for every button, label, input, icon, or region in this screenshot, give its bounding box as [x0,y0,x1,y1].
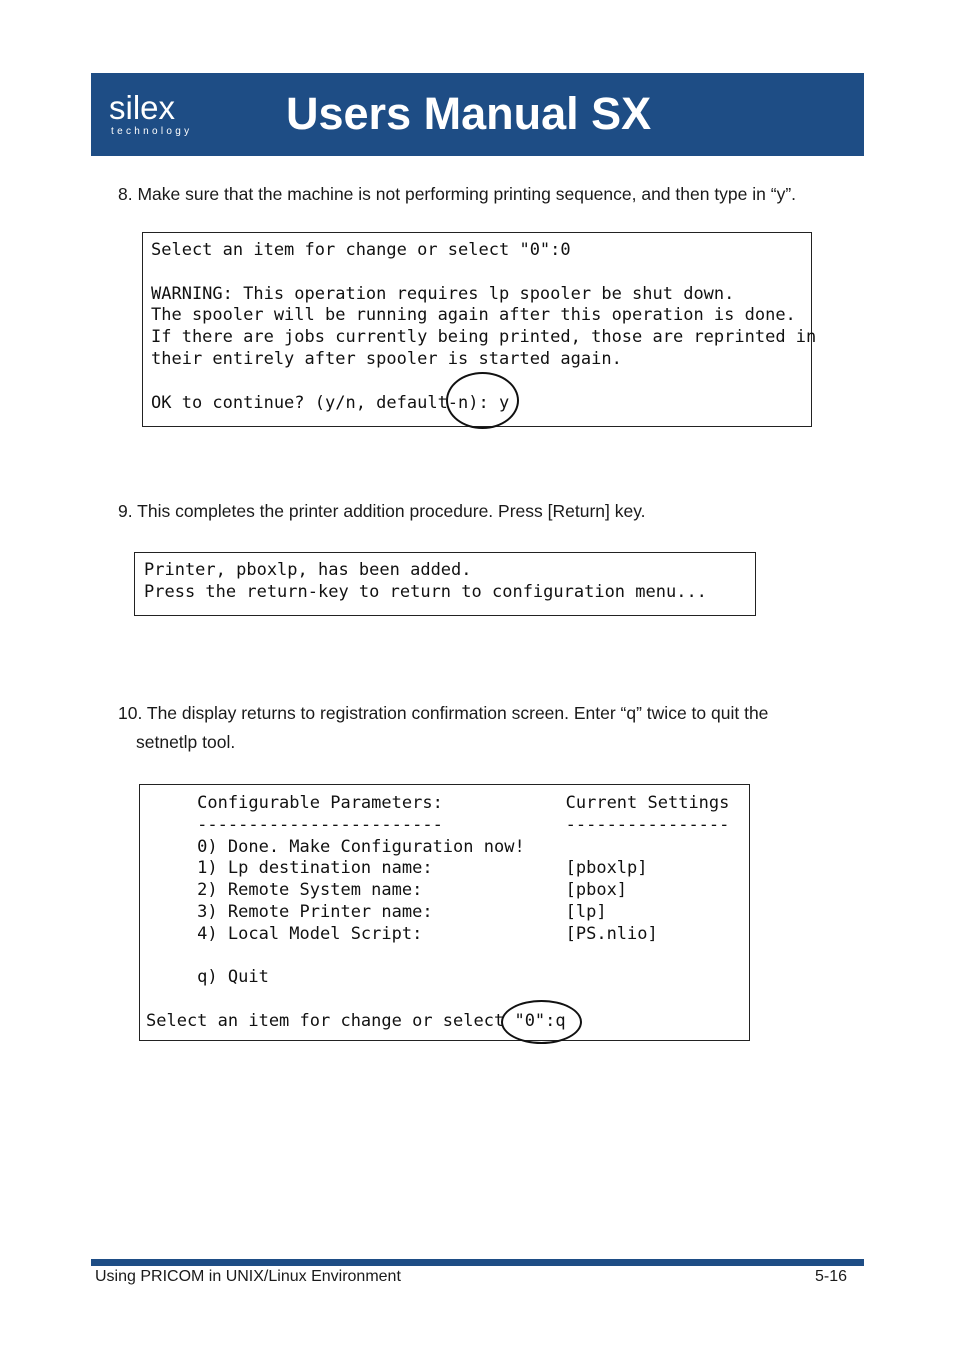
highlight-circle-y [446,372,519,429]
terminal-output-2: Printer, pboxlp, has been added. Press the return-key to return to configuration menu... [144,560,707,602]
silex-logo [109,89,209,141]
logo-word: silex [109,89,176,126]
highlight-circle-q [501,1000,582,1044]
step-10-text-cont: setnetlp tool. [136,732,236,752]
terminal-output-3: Configurable Parameters: Current Settings ------------------------ ---------------- 0) Done. Make Configuration now! 1) Lp destination name: [pboxlp] 2) Remote System name: [pbox] 3) Remote Printer name: [lp] 4) Local Model Script: [PS.nlio] q) Quit Select an item for change or select "0":q [146,793,730,1031]
footer-section-title: Using PRICOM in UNIX/Linux Environment [95,1268,401,1285]
header-banner [91,73,864,156]
step-9-text: 9. This completes the printer addition procedure. Press [Return] key. [118,501,646,521]
page-title: Users Manual SX [286,88,652,139]
terminal-box-3 [139,784,750,1041]
logo-subtitle: technology [111,126,193,137]
step-10-text: 10. The display returns to registration confirmation screen. Enter “q” twice to quit the [118,703,769,723]
page-number: 5-16 [815,1268,848,1285]
footer-rule [91,1259,864,1266]
terminal-box-2 [134,552,756,616]
terminal-output-1: Select an item for change or select "0":0 WARNING: This operation requires lp spooler be shut down. The spooler will be running again after this operation is done. If there are jobs currently being printed, those are reprinted in their entirely after spooler is started again. OK to continue? (y/n, default-n): y [151,240,817,413]
step-8-text: 8. Make sure that the machine is not performing printing sequence, and then type in “y”. [118,184,797,204]
